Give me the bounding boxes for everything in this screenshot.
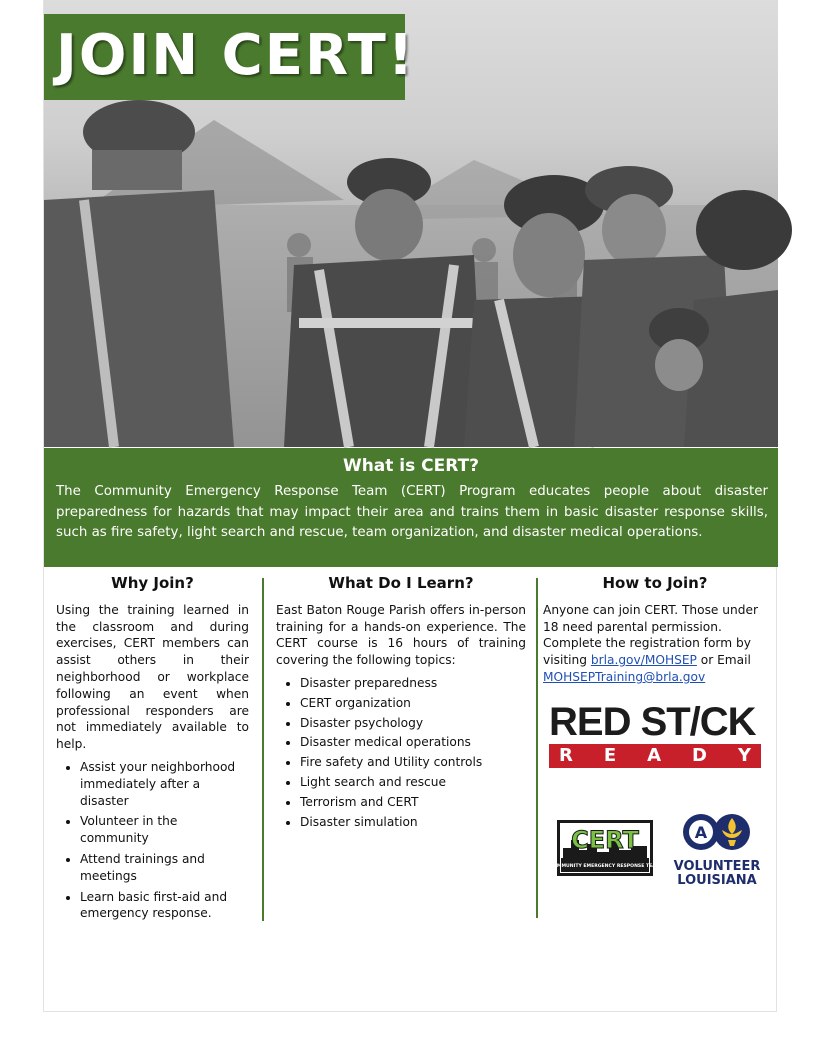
list-item: • Disaster medical operations <box>300 734 526 751</box>
list-item: • CERT organization <box>300 695 526 712</box>
ready-letter: Y <box>737 745 751 766</box>
list-item: • Disaster psychology <box>300 715 526 732</box>
list-item: • Fire safety and Utility controls <box>300 754 526 771</box>
list-item: • Light search and rescue <box>300 774 526 791</box>
how-to-join-column <box>543 575 767 686</box>
red-stick-logo-text: RED ST/CK <box>549 700 756 744</box>
what-is-cert-heading: What is CERT? <box>342 456 480 476</box>
how-to-join-heading: How to Join? <box>602 574 708 592</box>
how-to-join-text-part2: or Email <box>696 653 751 668</box>
cert-logo <box>549 820 661 876</box>
ready-letter: D <box>692 745 707 766</box>
what-is-cert-text: The Community Emergency Response Team (CERT) Program educates people about disaster preparedness for hazards that may impact their area and trains them in basic disaster response skills, such as fire safety, light search and rescue, team organization, and disaster medical operations. <box>56 484 768 540</box>
cert-logo-text: CERT <box>571 826 639 854</box>
topics-list <box>276 675 526 830</box>
list-item: • Attend trainings and meetings <box>80 851 249 885</box>
what-do-i-learn-heading: What Do I Learn? <box>328 574 474 592</box>
training-email-link[interactable]: MOHSEPTraining@brla.gov <box>543 669 706 684</box>
louisiana-text: LOUISIANA <box>677 873 757 888</box>
list-item: • Learn basic first-aid and emergency response. <box>80 889 249 923</box>
volunteer-text: VOLUNTEER <box>673 859 761 874</box>
hero-photo <box>44 0 778 447</box>
ready-letter: E <box>603 745 617 766</box>
ready-letter: R <box>559 745 573 766</box>
learn-intro: East Baton Rouge Parish offers in-person training for a hands-on experience. The CERT course is 16 hours of training covering the following topics: <box>276 602 526 668</box>
ready-letter: A <box>647 745 662 766</box>
how-to-join-text-part1: Anyone can join CERT. Those under 18 need parental permission. Complete the registration form by visiting <box>543 602 758 668</box>
why-join-intro: Using the training learned in the classroom and during exercises, CERT members can assist others in their neighborhood or workplace following an event when professional responders are not immediately available to help. <box>56 602 249 752</box>
what-is-cert-section <box>44 448 778 567</box>
why-join-list <box>56 759 249 922</box>
page-title: JOIN CERT! <box>56 23 416 88</box>
column-divider <box>536 578 538 918</box>
list-item: • Disaster simulation <box>300 814 526 831</box>
mohsep-website-link[interactable]: brla.gov/MOHSEP <box>590 653 697 668</box>
list-item: • Assist your neighborhood immediately after a disaster <box>80 759 249 809</box>
cert-logo-subtext: COMMUNITY EMERGENCY RESPONSE TEAM <box>549 864 661 869</box>
list-item: • Volunteer in the community <box>80 813 249 847</box>
volunteer-louisiana-logo <box>672 812 762 888</box>
flyer-page <box>43 0 777 1012</box>
why-join-column <box>56 575 249 926</box>
list-item: • Disaster preparedness <box>300 675 526 692</box>
how-to-join-text <box>543 602 767 686</box>
ready-bar <box>549 744 761 768</box>
column-divider <box>262 578 264 921</box>
svg-text:A: A <box>694 823 708 842</box>
why-join-heading: Why Join? <box>111 574 194 592</box>
title-banner <box>44 14 416 100</box>
red-stick-ready-logo <box>549 702 761 768</box>
list-item: • Terrorism and CERT <box>300 794 526 811</box>
what-do-i-learn-column <box>276 575 526 833</box>
